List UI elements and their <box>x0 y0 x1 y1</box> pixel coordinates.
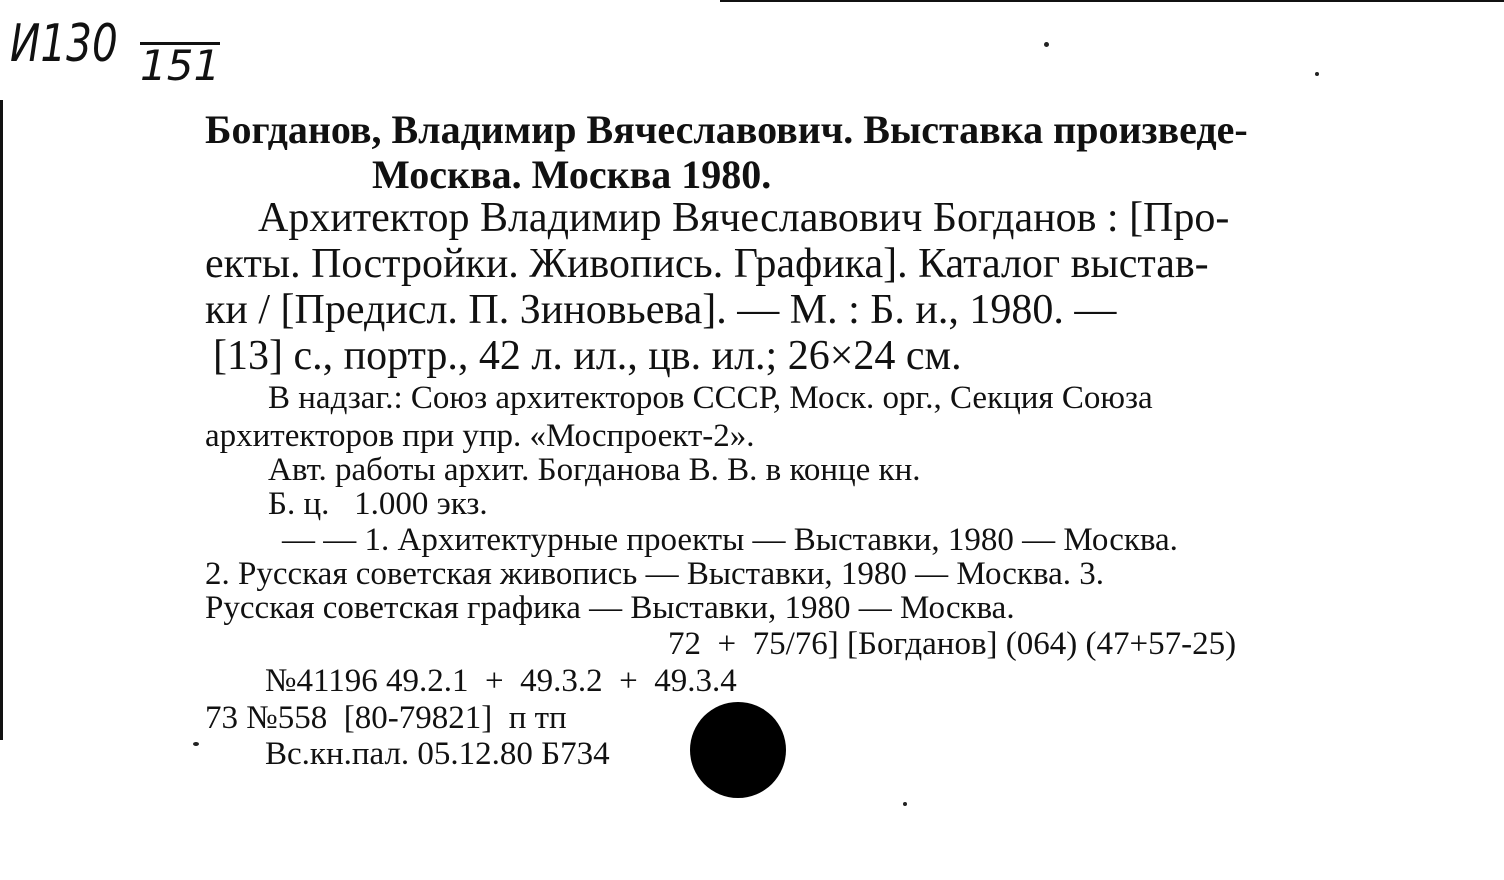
left-edge-line <box>0 100 3 740</box>
note-line-1: В надзаг.: Союз архитекторов СССР, Моск. орг., Секция Союза <box>268 380 1153 416</box>
subject-line-2: 2. Русская советская живопись — Выставки, 1980 — Москва. 3. <box>205 556 1104 592</box>
call-number-fraction: 151 <box>140 41 221 90</box>
number-line: №41196 49.2.1 + 49.3.2 + 49.3.4 <box>265 663 737 699</box>
speck <box>903 802 907 806</box>
subject-line-3: Русская советская графика — Выставки, 1980 — Москва. <box>205 590 1015 626</box>
speck <box>193 742 199 746</box>
classification-line: 72 + 75/76] [Богданов] (064) (47+57-25) <box>668 626 1237 662</box>
title-line-1: Архитектор Владимир Вячеславович Богданов : [Про- <box>258 195 1230 241</box>
subject-line-1: — — 1. Архитектурные проекты — Выставки, 1980 — Москва. <box>282 522 1178 558</box>
note-line-3: Авт. работы архит. Богданова В. В. в конце кн. <box>268 452 921 488</box>
top-edge-line <box>720 0 1504 2</box>
title-line-4: [13] с., портр., 42 л. ил., цв. ил.; 26×24 см. <box>213 333 962 379</box>
speck <box>1044 42 1049 47</box>
title-line-3: ки / [Предисл. П. Зиновьева]. — М. : Б. и., 1980. — <box>205 287 1117 333</box>
order-line: 73 №558 [80-79821] п тп <box>205 700 567 736</box>
note-line-4: Б. ц. 1.000 экз. <box>268 486 488 522</box>
call-number: И130 <box>10 14 118 74</box>
heading-line-2: Москва. Москва 1980. <box>372 152 772 197</box>
title-line-2: екты. Постройки. Живопись. Графика]. Каталог выстав- <box>205 241 1209 287</box>
heading-line-1: Богданов, Владимир Вячеславович. Выставка произведе- <box>205 107 1248 152</box>
book-chamber-line: Вс.кн.пал. 05.12.80 Б734 <box>265 736 610 772</box>
speck <box>1315 72 1319 76</box>
note-line-2: архитекторов при упр. «Моспроект-2». <box>205 418 755 454</box>
punch-hole <box>690 702 786 798</box>
